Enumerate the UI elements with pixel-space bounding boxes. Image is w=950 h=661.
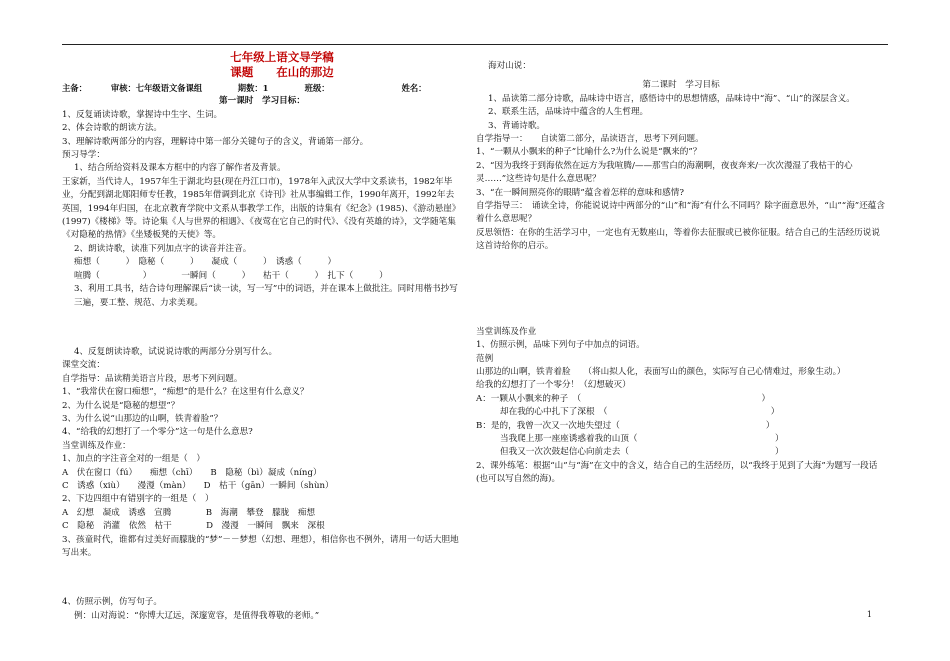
drill-2-ab: A 幻想 凝成 诱惑 宣腾 B 海潮 攀登 朦胧 痴想 [62, 507, 316, 518]
meta-reviewer: 审核：七年级语文备课组 [110, 83, 203, 93]
drill-1-ab: A 伏在窗口（fú） 痴想（chī） B 隐秘（bì）凝成（níng） [62, 467, 322, 478]
sea-to-mountain: 海对山说： [488, 61, 531, 71]
preview-heading: 预习导学： [62, 150, 105, 161]
r-drill-heading: 当堂训练及作业 [476, 326, 537, 337]
reflection: 反思领悟：在你的生活学习中，一定也有无数座山，等着你去征服或已被你征服。结合自己的生活经历说说这首诗给你的启示。 [476, 227, 880, 252]
goal2-2: 2、联系生活，品味诗中蕴含的人生哲理。 [488, 107, 649, 118]
item-b-1: B：是的，我曾一次又一次地失望过（ ） [476, 420, 775, 431]
question-1: 1、“我常伏在窗口痴想”，“痴想”的是什么？在这里有什么意义？ [62, 387, 309, 398]
example-line-1: 山那边的山啊，铁青着脸 （将山拟人化，表面写山的颜色，实际写自己心情难过，形象生动。） [476, 366, 846, 377]
lesson2-heading: 第二课时 学习目标 [642, 80, 720, 91]
document-title: 七年级上语文导学稿 [230, 50, 334, 64]
item-a-1: A：一颗从小飘来的种子 （ ） [476, 393, 771, 404]
self-guide-3: 自学指导三： 诵读全诗，你能说说诗中两部分的“山”和“海”有什么不同吗？除字面意思外，“山”“海”还蕴含着什么意思呢？ [476, 201, 885, 225]
item-b-2: 当我爬上那一座座诱惑着我的山顶（ ） [500, 433, 784, 444]
drill-2: 2、下边四组中有错别字的一组是（ ） [62, 494, 214, 505]
drill-3: 3、孩童时代，谁都有过美好而朦胧的“梦”－－梦想（幻想、理想），相信你也不例外，请用一句话大胆地写出来。 [62, 534, 459, 558]
item-a-2: 却在我的心中扎下了深根 （ ） [500, 407, 780, 418]
r-drill-1: 1、仿照示例，品味下列句子中加点的词语。 [476, 340, 645, 351]
question-4: 4、“给我的幻想打了一个零分”这一句是什么意思? [62, 427, 253, 438]
self-guide-1: 自学指导一： 自读第二部分，品读语言，思考下列问题。 [476, 134, 704, 145]
question-2: 2、为什么说是“隐秘的想望”？ [62, 400, 180, 411]
class-exchange: 课堂交流： [62, 360, 105, 371]
page-number: 1 [866, 610, 872, 619]
lesson-subtitle: 课题 在山的那边 [230, 65, 334, 79]
drill-4: 4、仿照示例，仿写句子。 [62, 597, 162, 608]
meta-name: 姓名： [401, 83, 427, 93]
lesson1-heading: 第一课时 学习目标： [219, 96, 305, 107]
meta-author: 主备： [62, 83, 87, 93]
r-question-2: 2、“因为我终于到海依然在远方为我喧腾/——那雪白的海潮啊，夜夜奔来/一次次漫湿了我枯干的心灵……”这些诗句是什么意思呢？ [476, 160, 853, 185]
right-column [476, 60, 886, 487]
meta-line [62, 82, 462, 95]
drill-4-example: 例：山对海说：“你博大辽远，深邃宽容，是值得我尊敬的老师。” [74, 610, 320, 621]
example-label: 范例 [476, 353, 494, 364]
author-bio: 王家新，当代诗人，1957年生于湖北均县(现在丹江口市)，1978年入武汉大学中文系读书，1982年毕业，分配到湖北郧阳师专任教，1985年借调到北京《诗刊》社从事编辑工作，1990年离开，1992年去英国，1994年归国，在北京教育学院中文系从事教学工作，出版的诗集有《纪念》(1985)、《游动悬崖》(1997)《楼梯》等。诗论集《人与世界的相遇》、《夜莺在它自己的时代》、《没有英雄的诗》，文学随笔集《对隐秘的热情》《坐矮板凳的天使》等。 [62, 176, 461, 241]
pinyin-words-2: 喧腾（ ） 一瞬间（ ） 枯干（ ） 扎下（ ） [74, 270, 388, 281]
preview-4: 4、反复朗读诗歌，试说说诗歌的两部分分别写什么。 [74, 346, 278, 357]
preview-3: 3、利用工具书，结合诗句理解课后“读一读，写一写”中的词语，并在课本上做批注。同时用楷书抄写三遍，要工整、规范、力求美观。 [74, 284, 458, 308]
goal-1: 1、反复诵读诗歌，掌握诗中生字、生词。 [62, 109, 223, 120]
goal-2: 2、体会诗歌的朗读方法。 [62, 123, 162, 134]
meta-class: 班级： [304, 83, 330, 93]
drill-2-cd: C 隐秘 消灌 依然 枯干 D 漫漫 一瞬间 飘来 深根 [62, 521, 325, 532]
item-b-3: 但我又一次次鼓起信心向前走去（ ） [500, 447, 784, 458]
meta-issue: 期数：1 [237, 83, 269, 93]
example-line-2: 给我的幻想打了一个零分！（幻想破灭） [476, 380, 631, 391]
goal2-1: 1、品读第二部分诗歌，品味诗中语言，感悟诗中的思想情感，品味诗中“海”、“山”的深层含义。 [488, 93, 855, 104]
goal-3: 3、理解诗歌两部分的内容，理解诗中第一部分关键句子的含义，背诵第一部分。 [62, 136, 369, 147]
left-column [62, 50, 462, 623]
drill-1-cd: C 诱惑（xiù） 漫漫（màn） D 枯干（gān）一瞬间（shùn） [62, 480, 334, 491]
drill-1: 1、加点的字注音全对的一组是（ ） [62, 454, 205, 465]
preview-1: 1、结合所给资料及课本方框中的内容了解作者及背景。 [74, 163, 286, 174]
r-drill-2: 2、课外练笔：根据“山”与“海”在文中的含义，结合自己的生活经历，以“我终于见到了大海”为题写一段话(也可以写自然的海)。 [476, 460, 878, 485]
r-question-1: 1、“一颗从小飘来的种子”比喻什么?为什么说是“飘来的”？ [476, 147, 702, 158]
r-question-3: 3、“在一瞬间照亮你的眼睛”蕴含着怎样的意味和感情? [476, 187, 684, 198]
preview-2: 2、朗读诗歌，读准下列加点字的读音并注音。 [74, 243, 252, 254]
drill-heading: 当堂训练及作业： [62, 440, 131, 451]
goal2-3: 3、背诵诗歌。 [488, 120, 546, 131]
self-guide: 自学指导：品读精美语言片段，思考下列问题。 [62, 373, 243, 384]
header-rule [62, 44, 888, 45]
question-3: 3、为什么说“山那边的山啊，铁青着脸”？ [62, 413, 223, 424]
pinyin-words-1: 痴想（ ） 隐秘（ ） 凝成（ ） 诱惑（ ） [74, 257, 337, 268]
